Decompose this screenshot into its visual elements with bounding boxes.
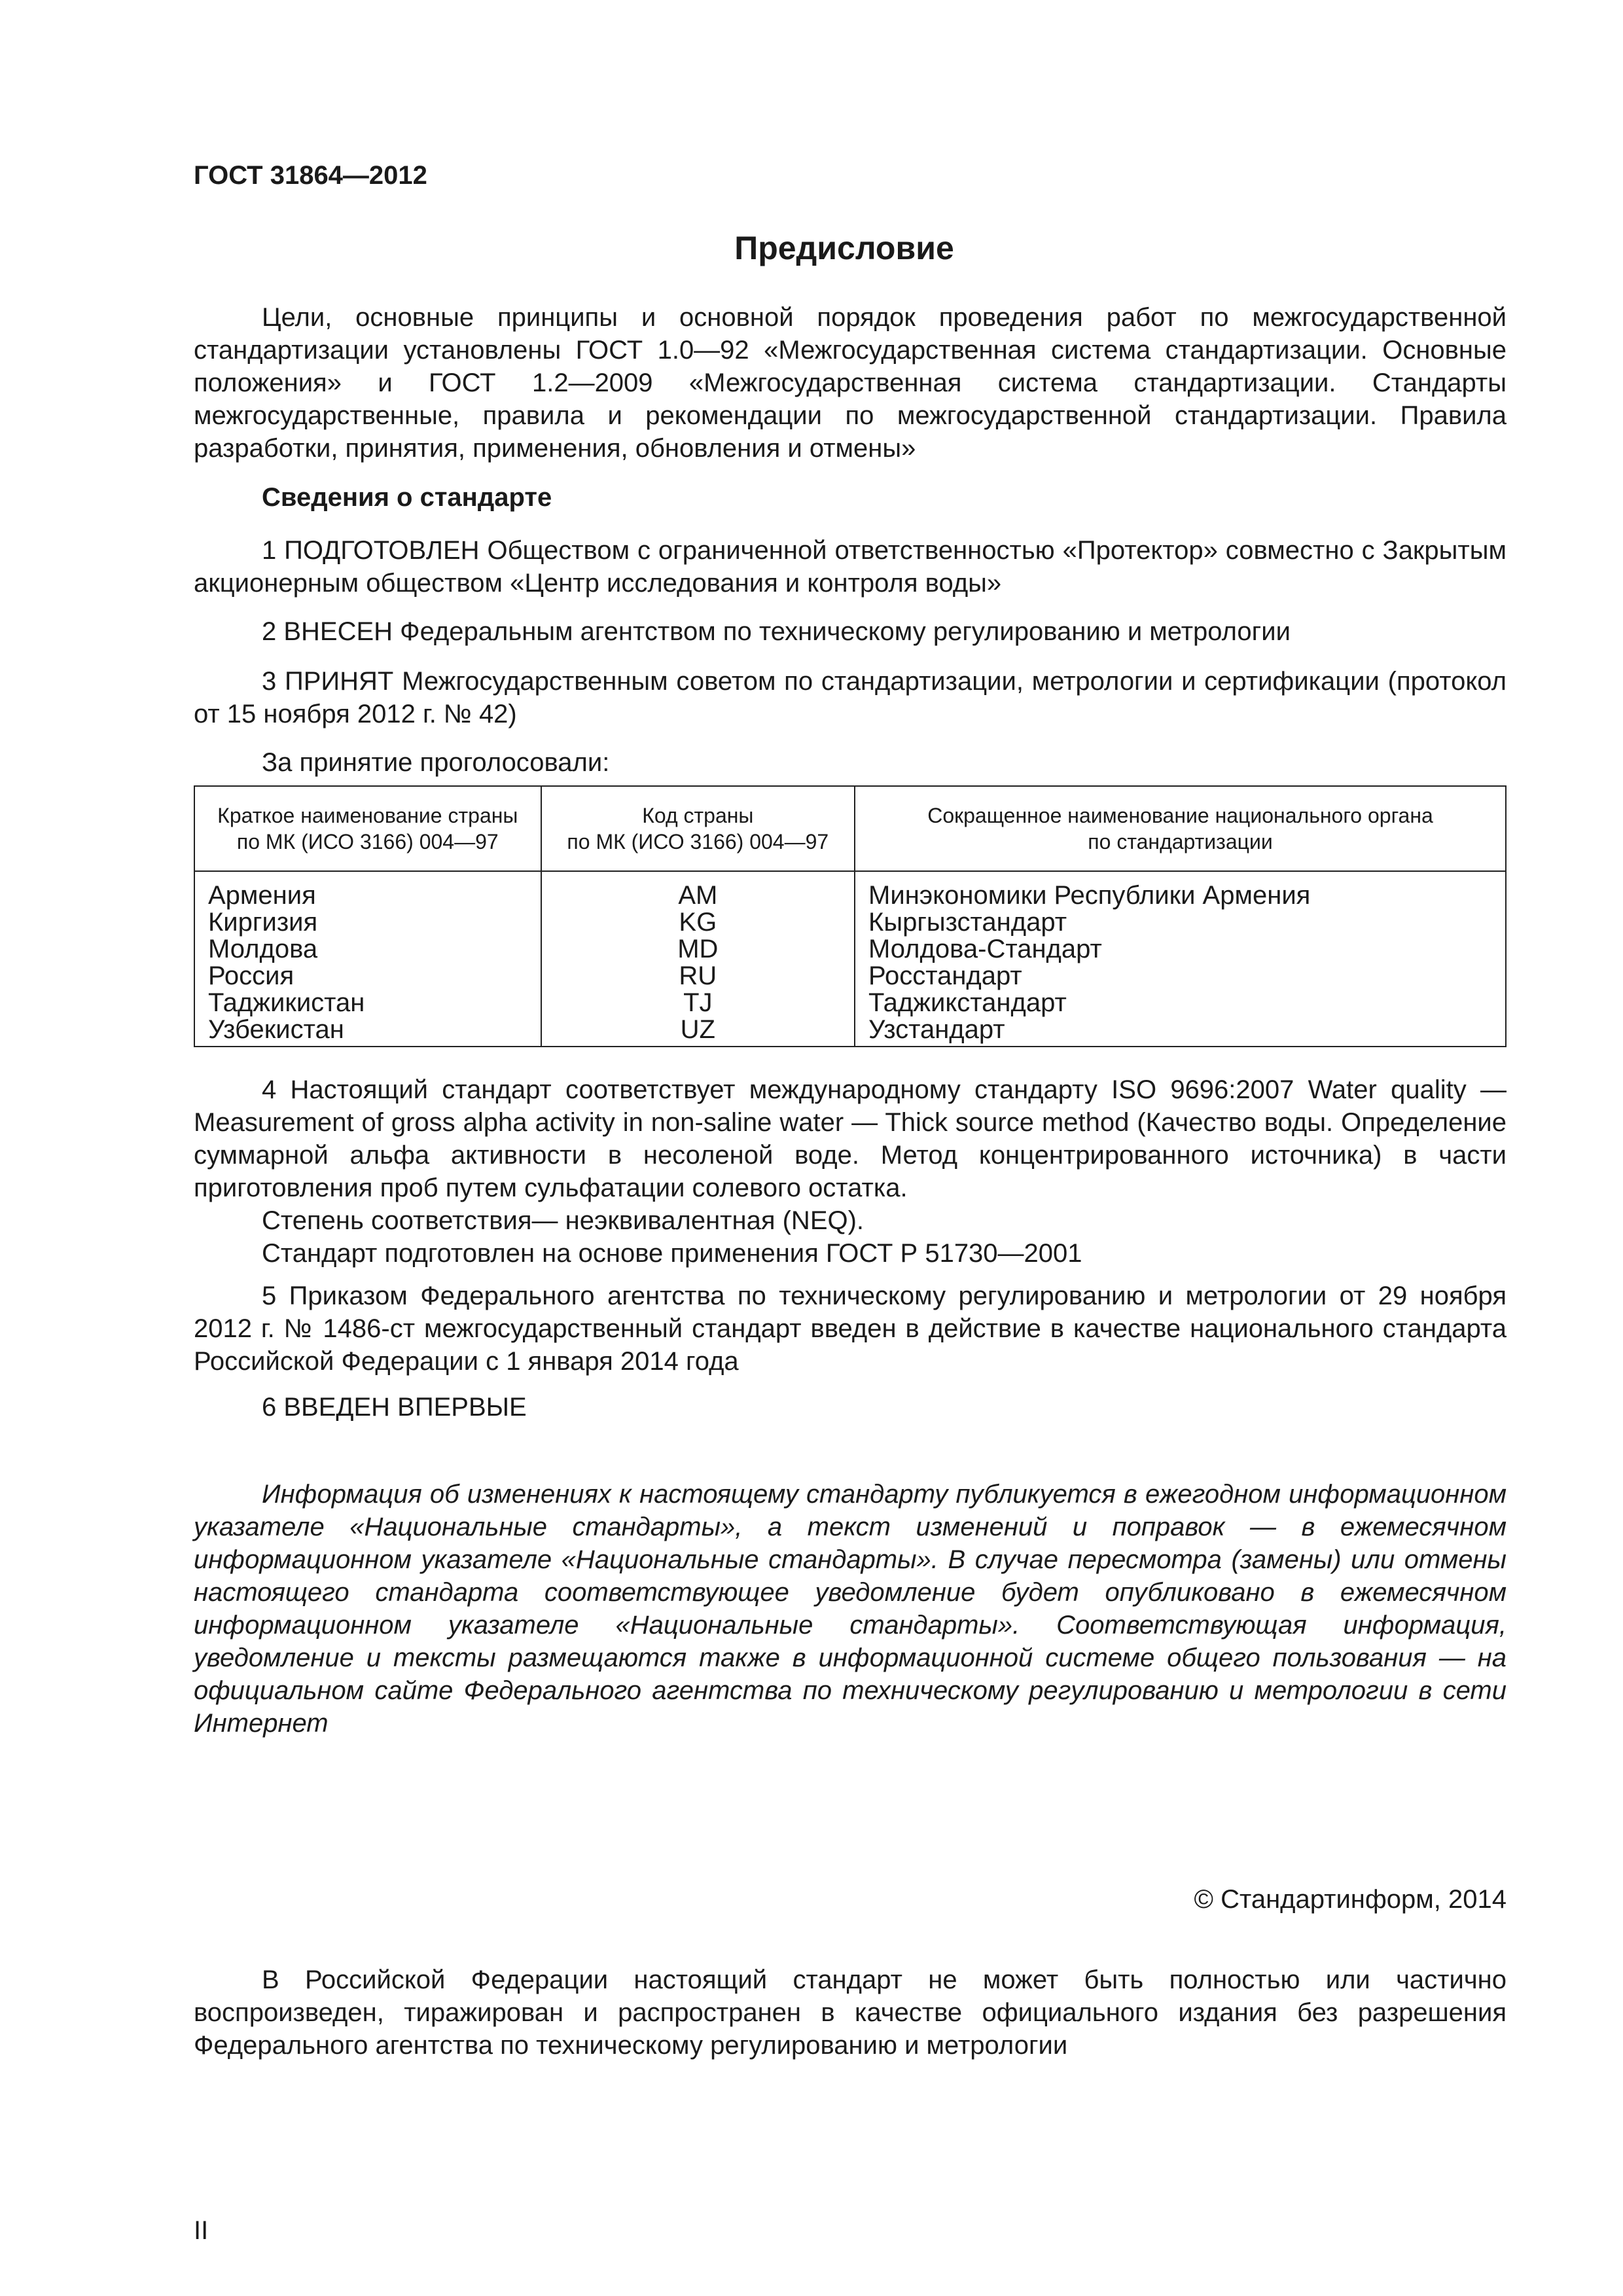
cell-country: Молдова [194,936,541,963]
voting-table-wrapper [194,785,1507,1047]
legal-notice-text: В Российской Федерации настоящий стандарт не может быть полностью или частично воспроизведен, тиражирован и распространен в качестве официального издания без разрешения Федерального агентства по техническому регулированию и метрологии [194,1965,1507,2060]
cell-body: Узстандарт [855,1016,1506,1047]
cell-code: UZ [541,1016,855,1047]
item-4 [194,1073,1507,1270]
column-header-code [541,786,855,871]
subheading: Сведения о стандарте [262,483,552,512]
cell-body: Молдова-Стандарт [855,936,1506,963]
column-header-code-line2: по МК (ИСО 3166) 004—97 [567,830,829,853]
cell-code: MD [541,936,855,963]
cell-code: RU [541,963,855,990]
cell-code: KG [541,909,855,936]
cell-body: Кыргызстандарт [855,909,1506,936]
column-header-country-line2: по МК (ИСО 3166) 004—97 [236,830,499,853]
intro-text: Цели, основные принципы и основной порядок проведения работ по межгосударственной стандартизации установлены ГОСТ 1.0—92 «Межгосударственная система стандартизации. Основные положения» и ГОСТ 1.2—2009 «Межгосударственная система стандартизации. Стандарты межгосударственные, правила и рекомендации по межгосударственной стандартизации. Правила разработки, принятия, применения, обновления и отмены» [194,303,1507,463]
column-header-code-line1: Код страны [642,804,754,827]
item-2 [194,615,1507,648]
cell-country: Таджикистан [194,990,541,1016]
cell-body: Таджикстандарт [855,990,1506,1016]
amendment-info [194,1478,1507,1740]
cell-country: Киргизия [194,909,541,936]
table-row [194,990,1506,1016]
item-2-text: 2 ВНЕСЕН Федеральным агентством по техническому регулированию и метрологии [262,617,1291,646]
item-1-text: 1 ПОДГОТОВЛЕН Обществом с ограниченной ответственностью «Протектор» совместно с Закрытым акционерным обществом «Центр исследования и контроля воды» [194,536,1507,598]
intro-paragraph [194,301,1507,465]
cell-code: TJ [541,990,855,1016]
cell-country: Армения [194,871,541,909]
column-header-country-line1: Краткое наименование страны [217,804,518,827]
item-5 [194,1280,1507,1378]
column-header-body-line2: по стандартизации [1088,830,1273,853]
table-row [194,963,1506,990]
column-header-body-line1: Сокращенное наименование национального органа [927,804,1433,827]
table-row [194,871,1506,909]
table-row [194,909,1506,936]
document-header: ГОСТ 31864—2012 [194,161,427,190]
item-4-degree: Степень соответствия— неэквивалентная (NEQ). [262,1206,865,1235]
vote-intro: За принятие проголосовали: [262,748,610,777]
item-6 [194,1391,1507,1424]
item-4-text: 4 Настоящий стандарт соответствует международному стандарту ISO 9696:2007 Water quality — Measurement of gross alpha activity in non-saline water — Thick source method (Качество воды. Определение суммарной альфа активности в несоленой воде. Метод концентрированного источника) в части приготовления проб путем сульфатации солевого остатка. [194,1075,1507,1202]
voting-table [194,785,1507,1047]
subheading-block [194,481,1507,514]
cell-body: Росстандарт [855,963,1506,990]
legal-notice [194,1964,1507,2062]
item-6-text: 6 ВВЕДЕН ВПЕРВЫЕ [262,1393,527,1422]
item-3 [194,665,1507,730]
page-number: II [194,2216,209,2245]
copyright-notice: © Стандартинформ, 2014 [1194,1885,1507,1914]
item-1 [194,534,1507,600]
column-header-body [855,786,1506,871]
item-5-text: 5 Приказом Федерального агентства по техническому регулированию и метрологии от 29 ноября 2012 г. № 1486-ст межгосударственный стандарт введен в действие в качестве национального стандарта Российской Федерации с 1 января 2014 года [194,1282,1507,1376]
cell-body: Минэкономики Республики Армения [855,871,1506,909]
column-header-country [194,786,541,871]
amendment-info-text: Информация об изменениях к настоящему стандарту публикуется в ежегодном информационном указателе «Национальные стандарты», а текст изменений и поправок — в ежемесячном информационном указателе «Национальные стандарты». В случае пересмотра (замены) или отмены настоящего стандарта соответствующее уведомление будет опубликовано в ежемесячном информационном указателе «Национальные стандарты». Соответствующая информация, уведомление и тексты размещаются также в информационной системе общего пользования — на официальном сайте Федерального агентства по техническому регулированию и метрологии в сети Интернет [194,1480,1507,1738]
page-title: Предисловие [734,230,954,266]
table-header-row [194,786,1506,871]
table-row [194,936,1506,963]
cell-country: Узбекистан [194,1016,541,1047]
table-row [194,1016,1506,1047]
vote-intro-block [194,746,1507,779]
item-3-text: 3 ПРИНЯТ Межгосударственным советом по стандартизации, метрологии и сертификации (протокол от 15 ноября 2012 г. № 42) [194,667,1507,728]
item-4-basis: Стандарт подготовлен на основе применения ГОСТ Р 51730—2001 [262,1239,1082,1268]
cell-code: AM [541,871,855,909]
cell-country: Россия [194,963,541,990]
